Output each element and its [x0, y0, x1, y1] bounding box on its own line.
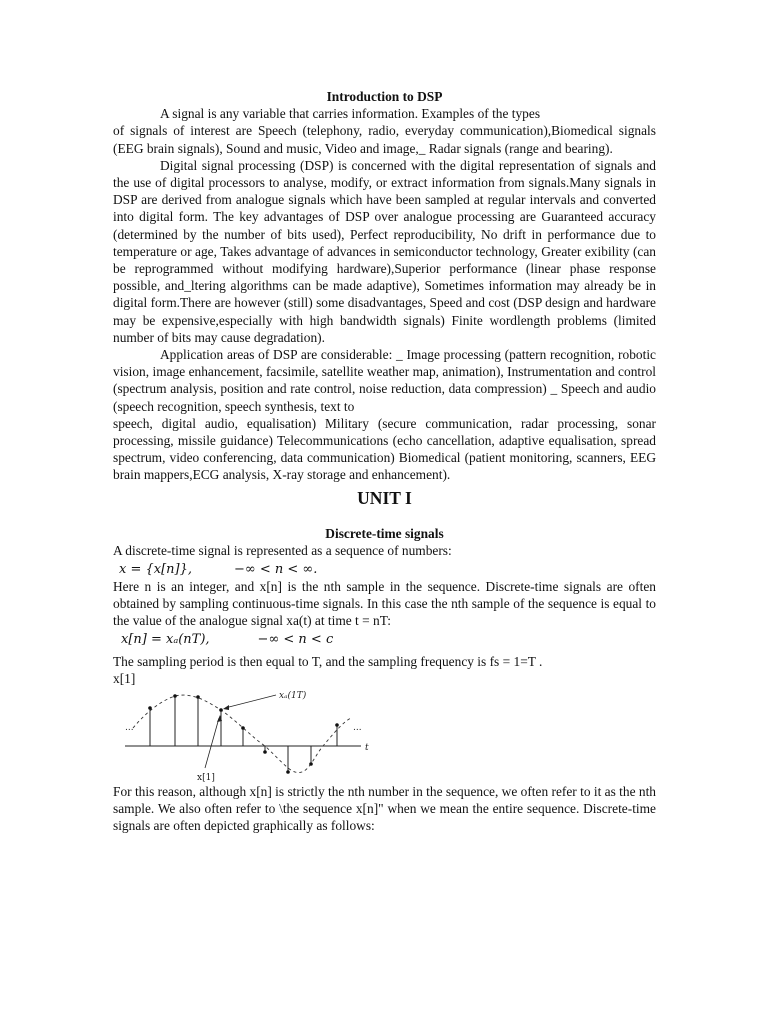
sample-point	[263, 750, 267, 754]
sample-point	[148, 706, 152, 710]
curve-label: xₐ(1T)	[279, 690, 307, 701]
sample-stems	[150, 696, 337, 772]
document-page	[113, 88, 656, 834]
sampling-equation-range: −∞ < n < c	[257, 632, 334, 648]
sample-point	[196, 695, 200, 699]
sample-point	[173, 694, 177, 698]
applications-paragraph: Application areas of DSP are considerable: _ Image processing (pattern recognition, robotic vision, image enhancement, facsimile, satellite weather map, animation), Instrumentation and control (spectrum analysis, position and rate control, noise reduction, data compression) _ Speech and audio (speech recognition, speech synthesis, text to	[113, 347, 656, 414]
section-heading: Discrete-time signals	[325, 526, 444, 542]
sampling-equation-left: x[n] = xₐ(nT),	[121, 632, 210, 648]
dsp-advantages-paragraph: Digital signal processing (DSP) is concerned with the digital representation of signals and the use of digital processors to analyse, modify, or extract information from signals.Many signals in DSP are derived from analogue signals which have been sampled at regular intervals and converted into digital form. The key advantages of DSP over analogue processing are Guaranteed accuracy (determined by the number of bits used), Perfect reproducibility, No drift in performance due to temperature or age, Takes advantage of advances in semiconductor technology, Greater exibility (can be reprogrammed without modifying hardware),Superior performance (linear phase response possible, and_ltering algorithms can be made adaptive), Sometimes information may already be in digital form.There are however (still) some disadvantages, Speed and cost (DSP design and hardware may be expensive,especially with high bandwidth signals) Finite wordlength problems (limited number of bits may cause degradation).	[113, 157, 656, 345]
sequence-equation	[113, 560, 656, 578]
sample-label: x[1]	[197, 772, 215, 783]
applications-paragraph-continued: speech, digital audio, equalisation) Military (secure communication, radar processing, sonar processing, missile guidance) Telecommunications (echo cancellation, adaptive equalisation, spread spectrum, video conferencing, data communication) Biomedical (patient monitoring, scanners, EEG brain mappers,ECG analysis, X-ray storage and enhancement).	[113, 415, 656, 483]
nth-sample-paragraph: For this reason, although x[n] is strictly the nth number in the sequence, we often refer to it as the nth sample. We also often refer to \the sequence x[n]" when we mean the entire sequence. Discrete-time signals are often depicted graphically as follows:	[113, 783, 656, 833]
document-title: Introduction to DSP	[326, 89, 443, 104]
sample-point	[309, 762, 313, 766]
curve-label-arrowhead	[223, 705, 229, 710]
sample-point	[335, 723, 339, 727]
sample-point	[286, 770, 290, 774]
intro-first-line: A signal is any variable that carries information. Examples of the types	[160, 106, 541, 122]
curve-label-arrow	[225, 695, 276, 708]
sequence-intro-line: A discrete-time signal is represented as a sequence of numbers:	[113, 543, 452, 559]
sampled-signal-diagram	[113, 688, 493, 783]
time-axis-label: t	[365, 742, 369, 753]
right-ellipsis: ...	[353, 722, 362, 733]
figure-label: x[1]	[113, 671, 136, 687]
sampling-frequency-line: The sampling period is then equal to T, and the sampling frequency is fs = 1=T .	[113, 654, 543, 670]
sequence-equation-range: −∞ < n < ∞.	[234, 561, 318, 577]
intro-paragraph: of signals of interest are Speech (telephony, radio, everyday communication),Biomedical signals (EEG brain signals), Sound and music, Video and image,_ Radar signals (range and bearing).	[113, 123, 656, 156]
left-ellipsis: ...	[125, 722, 134, 733]
sampling-paragraph: Here n is an integer, and x[n] is the nth sample in the sequence. Discrete-time signals are often obtained by sampling continuous-time signals. In this case the nth sample of the sequence is equal to the value of the analogue signal xa(t) at time t = nT:	[113, 578, 656, 628]
sampling-equation	[113, 631, 656, 651]
sample-label-arrow	[205, 718, 219, 768]
sampled-signal-figure	[113, 688, 493, 783]
sequence-equation-left: x = {x[n]},	[119, 561, 193, 577]
continuous-signal-curve	[133, 695, 351, 772]
sample-point	[219, 708, 223, 712]
sample-point	[241, 726, 245, 730]
unit-heading: UNIT I	[357, 487, 412, 508]
